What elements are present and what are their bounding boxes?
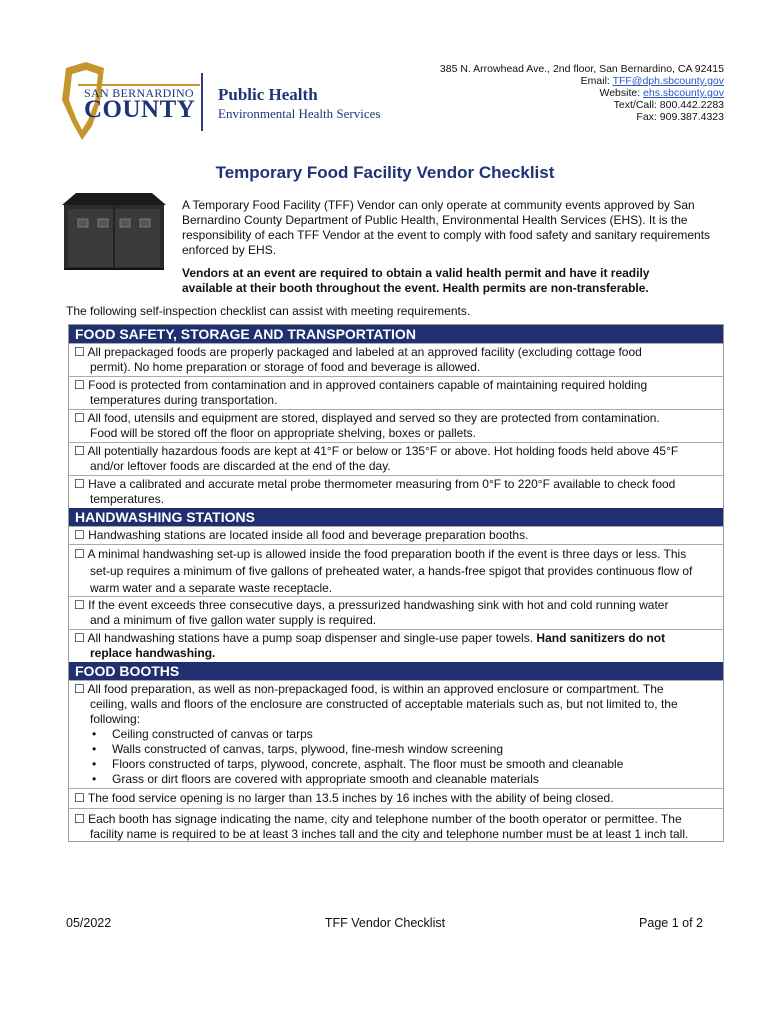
item-line-1: All prepackaged foods are properly packaged and labeled at an approved facility (excluding cottage food [87,345,642,359]
dept-line-1: Public Health [218,85,318,104]
item-line-2: permit). No home preparation or storage of food and beverage is allowed. [90,360,481,374]
item-line-1: All handwashing stations have a pump soap dispenser and single-use paper towels. [87,631,534,645]
item-line-2: replace handwashing. [90,646,216,660]
checkbox[interactable]: ☐ [74,547,85,561]
checkbox[interactable]: ☐ [74,528,85,542]
item-line-1: Each booth has signage indicating the name, city and telephone number of the booth operator or permittee. The [88,812,682,826]
permit-notice: Vendors at an event are required to obtain a valid health permit and have it readily available at their booth throughout the event. Health permits are non-transferable. [182,266,650,295]
checklist-item[interactable] [69,788,723,808]
website-line [440,87,724,99]
checklist-table [68,324,724,842]
item-line-2: temperatures. [90,492,165,506]
textcall: Text/Call: 800.442.2283 [613,99,724,111]
item-line-1: Handwashing stations are located inside all food and beverage preparation booths. [88,528,529,542]
county-logo [52,62,202,140]
checklist-item[interactable] [69,544,723,596]
bullet-list [74,727,719,787]
footer-date: 05/2022 [66,916,112,930]
bullet-item: • Walls constructed of canvas, tarps, plywood, fine-mesh window screening [92,742,719,757]
checkbox[interactable]: ☐ [74,631,85,645]
checkbox[interactable]: ☐ [74,682,85,696]
item-line-2: temperatures during transportation. [90,393,278,407]
item-line-1: If the event exceeds three consecutive days, a pressurized handwashing sink with hot and cold running water [88,598,669,612]
checkbox[interactable]: ☐ [74,598,85,612]
email-line [440,75,724,87]
checklist-item[interactable] [69,442,723,475]
item-line-1: All food preparation, as well as non-prepackaged food, is within an approved enclosure or compartment. The [87,682,664,696]
checklist-lead: The following self-inspection checklist can assist with meeting requirements. [66,304,471,318]
logo-text-top: SAN BERNARDINO [84,86,194,100]
checklist-item[interactable] [69,526,723,544]
page-title: Temporary Food Facility Vendor Checklist [215,163,555,182]
checklist-item[interactable] [69,343,723,376]
checklist-item[interactable] [69,409,723,442]
footer-page-number: Page 1 of 2 [639,916,703,930]
contact-info [440,63,724,123]
item-line-1: The food service opening is no larger than 13.5 inches by 16 inches with the ability of being closed. [87,791,614,805]
checklist-item[interactable] [69,629,723,662]
footer-doc-name: TFF Vendor Checklist [324,916,446,930]
item-line-1: All food, utensils and equipment are stored, displayed and served so they are protected from contamination. [87,411,660,425]
checklist-item[interactable] [69,475,723,508]
item-line-2: Food will be stored off the floor on appropriate shelving, boxes or pallets. [90,426,477,440]
item-line-1: All potentially hazardous foods are kept at 41°F or below or 135°F or above. Hot holding foods held above 45°F [87,444,679,458]
item-line-2: set-up requires a minimum of five gallons of preheated water, a hands-free spigot that provides continuous flow of [90,564,693,578]
bullet-item: • Floors constructed of tarps, plywood, concrete, asphalt. The floor must be smooth and cleanable [92,757,719,772]
checkbox[interactable]: ☐ [74,791,85,805]
bullet-item: • Ceiling constructed of canvas or tarps [92,727,719,742]
checkbox[interactable]: ☐ [74,345,85,359]
item-line-1: A minimal handwashing set-up is allowed inside the food preparation booth if the event is three days or less. This [87,547,687,561]
section-header: FOOD SAFETY, STORAGE AND TRANSPORTATION [69,325,723,343]
item-line-3: following: [90,712,141,726]
section-header: FOOD BOOTHS [69,662,723,680]
item-line-3: warm water and a separate waste receptacle. [90,581,333,595]
item-line-1: Have a calibrated and accurate metal probe thermometer measuring from 0°F to 220°F available to check food [88,477,676,491]
section-header: HANDWASHING STATIONS [69,508,723,526]
item-line-2: and/or leftover foods are discarded at the end of the day. [90,459,391,473]
item-line-2: and a minimum of five gallon water supply is required. [90,613,377,627]
tent-image [62,191,166,271]
item-line-1-bold: Hand sanitizers do not [533,631,666,645]
item-line-2: facility name is required to be at least 3 inches tall and the city and telephone number must be at least 1 inch tall. [90,827,689,841]
checkbox[interactable]: ☐ [74,477,85,491]
checklist-item[interactable] [69,680,723,788]
logo-text-county: COUNTY [84,96,196,123]
canopy-tent-icon [62,191,166,271]
department-name [218,86,380,122]
address: 385 N. Arrowhead Ave., 2nd floor, San Bernardino, CA 92415 [439,63,724,75]
checkbox[interactable]: ☐ [74,378,85,392]
checklist-item[interactable] [69,596,723,629]
item-line-1: Food is protected from contamination and in approved containers capable of maintaining required holding [88,378,648,392]
bullet-item: • Grass or dirt floors are covered with appropriate smooth and cleanable materials [92,772,719,787]
email-label: Email: [580,75,613,87]
dept-line-2: Environmental Health Services [218,106,381,121]
header-divider [201,73,203,131]
intro-paragraph: A Temporary Food Facility (TFF) Vendor can only operate at community events approved by San Bernardino County Department of Public Health, Environmental Health Services (EHS). It is the responsibility of each TFF Vendor at the event to comply with food safety and sanitary requirements enforced by EHS. [182,198,711,257]
checkbox[interactable]: ☐ [74,411,85,425]
website-link[interactable]: ehs.sbcounty.gov [643,87,724,99]
checklist-item[interactable] [69,376,723,409]
checkbox[interactable]: ☐ [74,812,85,826]
item-line-2: ceiling, walls and floors of the enclosure are constructed of acceptable materials such as, but not limited to, the [90,697,678,711]
checklist-item[interactable] [69,808,723,848]
checkbox[interactable]: ☐ [74,444,85,458]
fax: Fax: 909.387.4323 [636,111,724,123]
website-label: Website: [599,87,644,99]
email-link[interactable]: TFF@dph.sbcounty.gov [612,75,724,87]
